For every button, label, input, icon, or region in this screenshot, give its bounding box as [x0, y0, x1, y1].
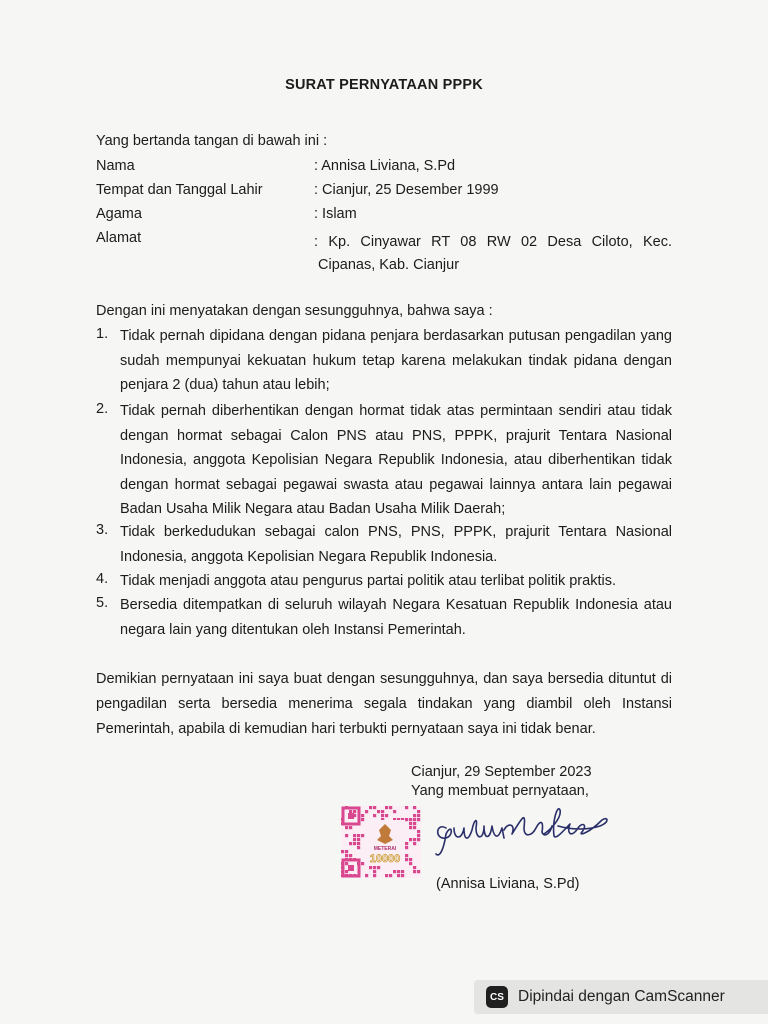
statement-number: 2.	[96, 401, 109, 417]
field-label-ttl: Tempat dan Tanggal Lahir	[96, 182, 263, 198]
statement-text: Tidak menjadi anggota atau pengurus partai politik atau terlibat politik praktis.	[120, 573, 616, 589]
meterai-label: METERAI	[373, 846, 397, 852]
statement-text: Bersedia ditempatkan di seluruh wilayah Negara Kesatuan Republik Indonesia atau negara lain yang ditentukan oleh Instansi Pemerintah.	[120, 597, 672, 638]
intro-text: Yang bertanda tangan di bawah ini :	[96, 133, 328, 149]
document-title: SURAT PERNYATAAN PPPK	[285, 77, 483, 93]
field-label-agama: Agama	[96, 206, 142, 222]
statement-number: 3.	[96, 522, 109, 538]
field-value-alamat: : Kp. Cinyawar RT 08 RW 02 Desa Ciloto, Kec.	[314, 234, 672, 250]
place-date: Cianjur, 29 September 2023	[411, 764, 592, 780]
statement-number: 4.	[96, 571, 109, 587]
statement-text: Tidak berkedudukan sebagai calon PNS, PNS, PPPK, prajurit Tentara Nasional Indonesia, anggota Kepolisian Negara Republik Indonesia.	[120, 524, 672, 565]
maker-label: Yang membuat pernyataan,	[411, 783, 589, 799]
closing-paragraph: Demikian pernyataan ini saya buat dengan sesungguhnya, dan saya bersedia dituntut di pengadilan serta bersedia menerima segala tindakan yang diambil oleh Instansi Pemerintah, apabila di kemudian hari terbukti pernyataan saya ini tidak benar.	[96, 671, 672, 737]
field-value-alamat-line2: Cipanas, Kab. Cianjur	[318, 257, 460, 273]
statement-number: 5.	[96, 595, 109, 611]
statement-number: 1.	[96, 326, 109, 342]
statement-lead: Dengan ini menyatakan dengan sesungguhnya, bahwa saya :	[96, 303, 493, 319]
statement-text: Tidak pernah dipidana dengan pidana penjara berdasarkan putusan pengadilan yang sudah mempunyai kekuatan hukum tetap karena melakukan tindak pidana dengan penjara 2 (dua) tahun atau lebih;	[120, 328, 672, 393]
field-value-agama: : Islam	[314, 206, 357, 222]
camscanner-text: Dipindai dengan CamScanner	[518, 988, 725, 1005]
meterai-amount: 10000	[369, 853, 401, 865]
meterai-stamp-icon	[341, 806, 421, 878]
camscanner-badge	[474, 980, 768, 1014]
field-value-nama: : Annisa Liviana, S.Pd	[314, 158, 456, 174]
field-value-ttl: : Cianjur, 25 Desember 1999	[314, 182, 499, 198]
field-label-nama: Nama	[96, 158, 135, 174]
signer-name: (Annisa Liviana, S.Pd)	[436, 876, 580, 892]
statement-text: Tidak pernah diberhentikan dengan hormat tidak atas permintaan sendiri atau tidak dengan hormat sebagai Calon PNS atau PNS, PPPK, prajurit Tentara Nasional Indonesia, anggota Kepolisian Negara Republik Indonesia, atau diberhentikan tidak dengan hormat sebagai pegawai swasta atau pegawai lainnya antara lain pegawai Badan Usaha Milik Negara atau Badan Usaha Milik Daerah;	[120, 403, 672, 517]
handwritten-signature	[432, 800, 612, 862]
camscanner-logo-icon: CS	[486, 986, 508, 1008]
field-label-alamat: Alamat	[96, 230, 142, 246]
